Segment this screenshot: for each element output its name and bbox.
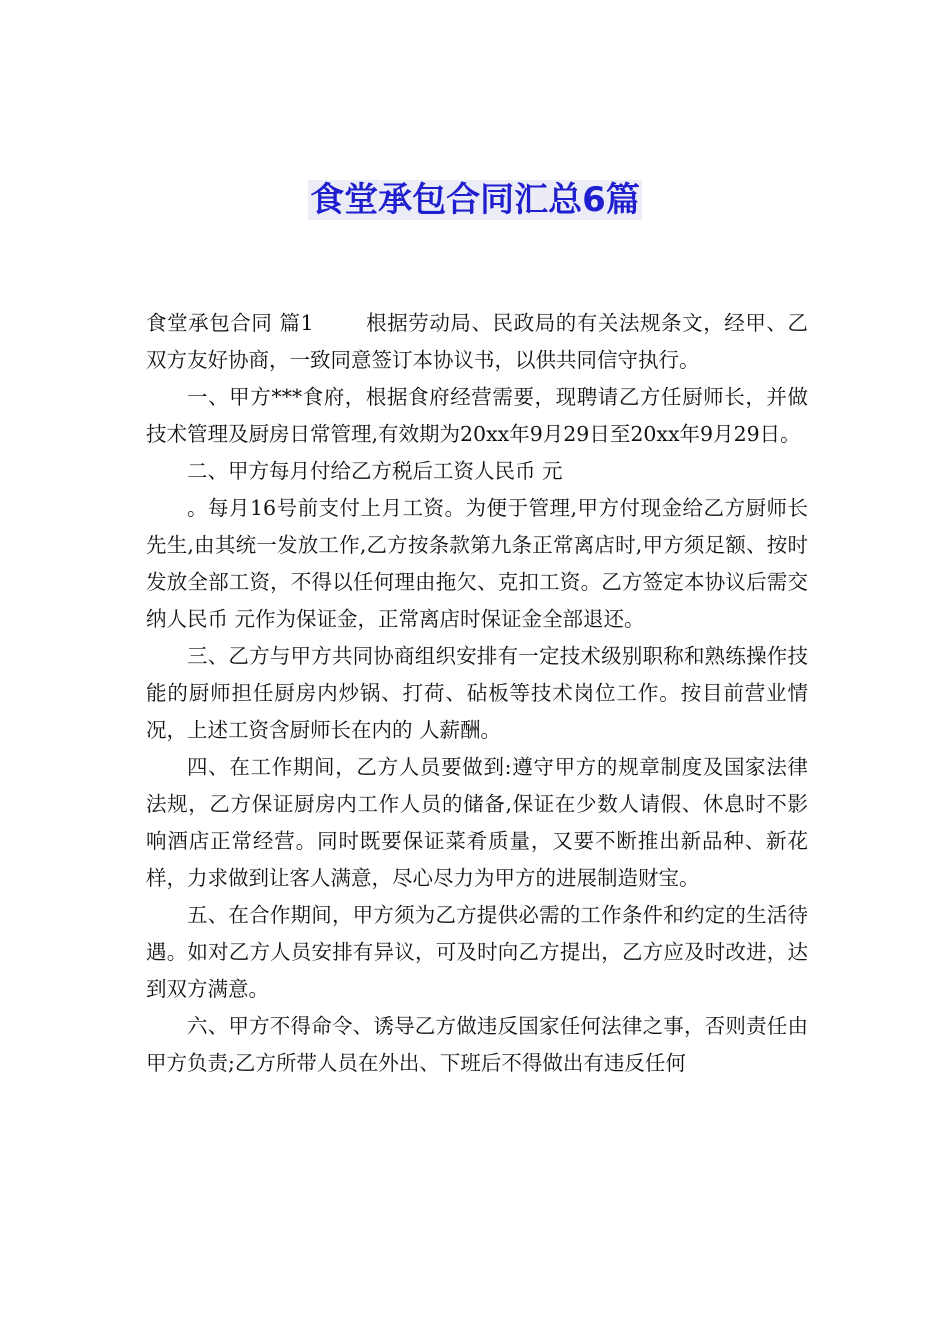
document-title: [0, 172, 950, 228]
paragraph-1: [146, 305, 808, 379]
paragraph-6: 四、在工作期间，乙方人员要做到:遵守甲方的规章制度及国家法律法规，乙方保证厨房内工作人员的储备,保证在少数人请假、休息时不影响酒店正常经营。同时既要保证菜肴质量，又要不断推出新品种、新花样，力求做到让客人满意，尽心尽力为甲方的进展制造财宝。: [146, 755, 808, 890]
section-heading: 食堂承包合同 篇1: [146, 311, 314, 335]
paragraph-8: 六、甲方不得命令、诱导乙方做违反国家任何法律之事，否则责任由甲方负责;乙方所带人员在外出、下班后不得做出有违反任何: [146, 1014, 808, 1075]
paragraph-2: 一、甲方***食府，根据食府经营需要，现聘请乙方任厨师长，并做技术管理及厨房日常管理,有效期为20xx年9月29日至20xx年9月29日。: [146, 385, 808, 446]
paragraph-3: 二、甲方每月付给乙方税后工资人民币 元: [187, 459, 563, 483]
paragraph-4: 。每月16号前支付上月工资。为便于管理,甲方付现金给乙方厨师长 先生,由其统一发放工作,乙方按条款第九条正常离店时,甲方须足额、按时发放全部工资，不得以任何理由拖欠、克扣工资。乙方签定本协议后需交纳人民币 元作为保证金，正常离店时保证金全部退还。: [146, 496, 808, 631]
paragraph-7: 五、在合作期间，甲方须为乙方提供必需的工作条件和约定的生活待遇。如对乙方人员安排有异议，可及时向乙方提出，乙方应及时改进，达到双方满意。: [146, 903, 808, 1001]
document-title-text: 食堂承包合同汇总6篇: [310, 180, 640, 220]
paragraph-text: 根据劳动局、民政局的有关法规条文，经甲、乙双方友好协商，一致同意签订本协议书，以供共同信守执行。: [146, 311, 808, 372]
document-body: [146, 305, 808, 1082]
paragraph-5: 三、乙方与甲方共同协商组织安排有一定技术级别职称和熟练操作技能的厨师担任厨房内炒锅、打荷、砧板等技术岗位工作。按目前营业情况，上述工资含厨师长在内的 人薪酬。: [146, 644, 808, 742]
